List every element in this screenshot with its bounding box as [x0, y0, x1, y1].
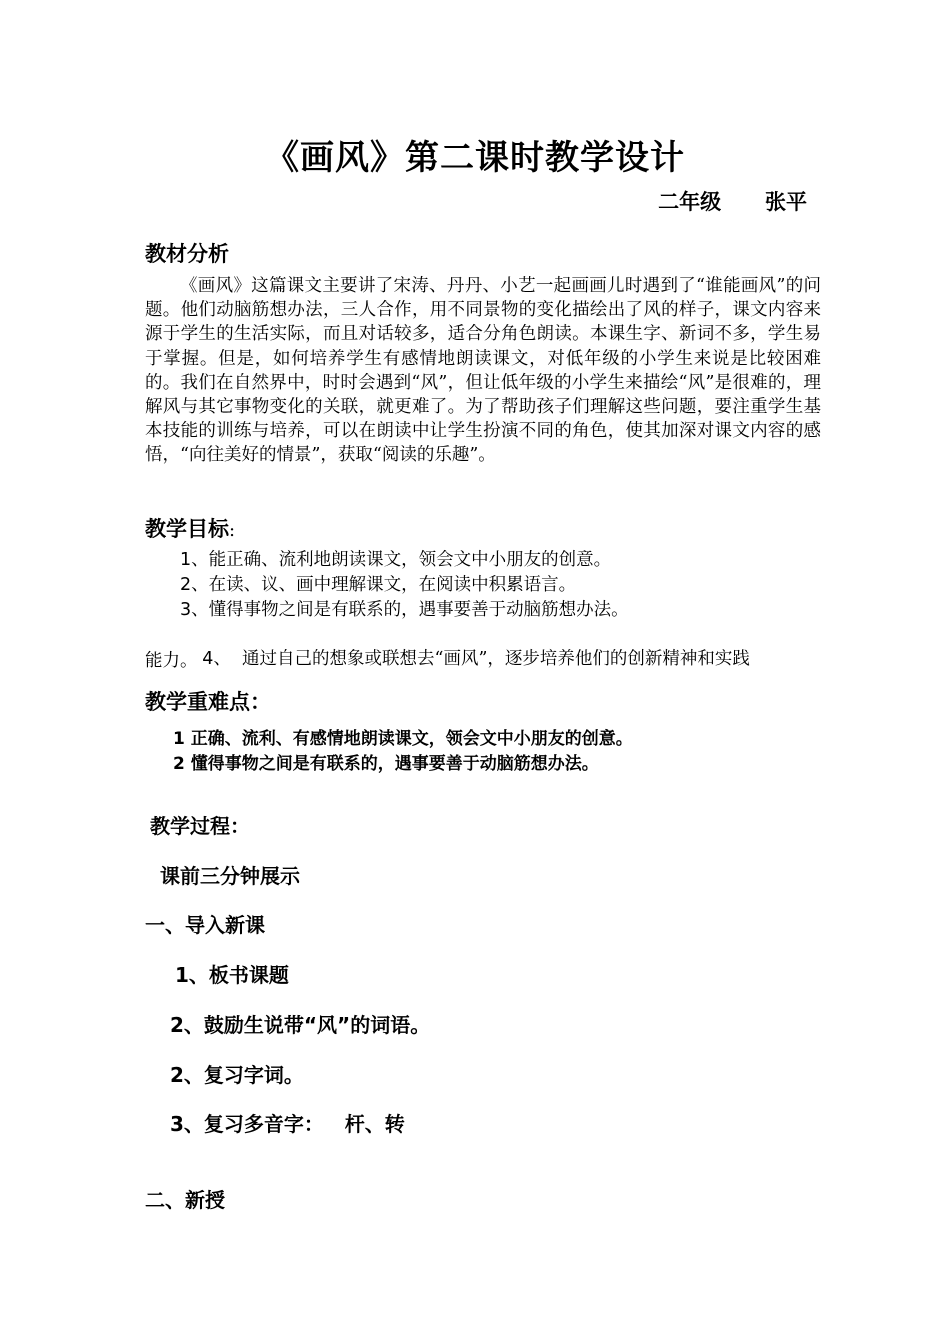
analysis-line: 的样子，课文内容来源于学生的生活实际，而且对话较多，适合分角色朗读。 — [145, 300, 822, 345]
author-line: 二年级 张平 — [658, 190, 807, 214]
goal-text: 、懂得事物之间是有联系的，遇事要善于动脑筋想办法。 — [191, 600, 629, 620]
goal-item — [180, 573, 856, 597]
analysis-heading: 教材分析 — [145, 242, 229, 266]
analysis-line: 就更难了。为了帮助孩子们理解这些问题，要注重学生基本技能的训练与培养， — [145, 397, 822, 442]
section-heading: 一、导入新课 — [145, 913, 265, 937]
goal-item — [180, 598, 856, 622]
process-step: 1、板书课题 — [175, 963, 289, 987]
goal-number: 1 — [180, 550, 192, 570]
process-step: 2、复习字词。 — [170, 1063, 304, 1087]
analysis-paragraph — [145, 274, 821, 468]
section-heading: 二、新授 — [145, 1188, 225, 1212]
goal-number: 4 — [202, 649, 214, 670]
goal-text: 、能正确、流利地朗读课文，领会文中小朋友的创意。 — [191, 550, 612, 570]
analysis-line: 《画风》这篇课文主要讲了宋涛、丹丹、小艺一起画画儿时遇到了“谁能 — [180, 276, 741, 296]
goal-text: 、 通过自己的想象或联想去“画风”，逐步培养他们的创新精神和实践 — [213, 649, 750, 670]
keypoint-item: 1 正确、流利、有感情地朗读课文，领会文中小朋友的创意。 — [173, 729, 633, 749]
process-heading: 教学过程： — [150, 814, 250, 838]
goals-heading-text: 教学目标 — [145, 517, 229, 541]
goal-item-continuation: 能力。 — [145, 651, 198, 671]
goal-number: 2 — [180, 575, 192, 595]
goal-number: 3 — [180, 600, 192, 620]
analysis-line: 可以在朗读中让学生扮演不同的角色，使其加深对课文内容的感悟，“向往美 — [145, 421, 822, 466]
goals-heading — [145, 513, 235, 543]
goals-heading-colon: : — [229, 520, 236, 541]
document-title: 《画风》第二课时教学设计 — [265, 138, 685, 178]
preclass-item: 课前三分钟展示 — [160, 864, 300, 888]
analysis-line: 好的情景”，获取“阅读的乐趣”。 — [241, 445, 496, 466]
analysis-line: 对低年级的小学生来说是比较困难的。我们在自然界中，时时会遇到“风”， — [145, 348, 822, 393]
goal-text: 、在读、议、画中理解课文，在阅读中积累语言。 — [191, 575, 577, 595]
keypoints-heading: 教学重难点： — [145, 690, 271, 714]
analysis-line: 本课生字、新词不多，学生易于掌握。但是，如何培养学生有感情地朗读课文， — [145, 324, 822, 369]
keypoint-item: 2 懂得事物之间是有联系的，遇事要善于动脑筋想办法。 — [173, 754, 599, 774]
process-step: 2、鼓励生说带“风”的词语。 — [170, 1013, 431, 1037]
process-step: 3、复习多音字： 杆、转 — [170, 1112, 405, 1136]
analysis-line: 画风”的问题。他们动脑筋想办法，三人合作，用不同景物的变化描绘出了风 — [145, 276, 821, 321]
analysis-line: 但让低年级的小学生来描绘“风”是很难的，理解风与其它事物变化的关联， — [145, 372, 821, 418]
goal-item — [180, 548, 856, 572]
